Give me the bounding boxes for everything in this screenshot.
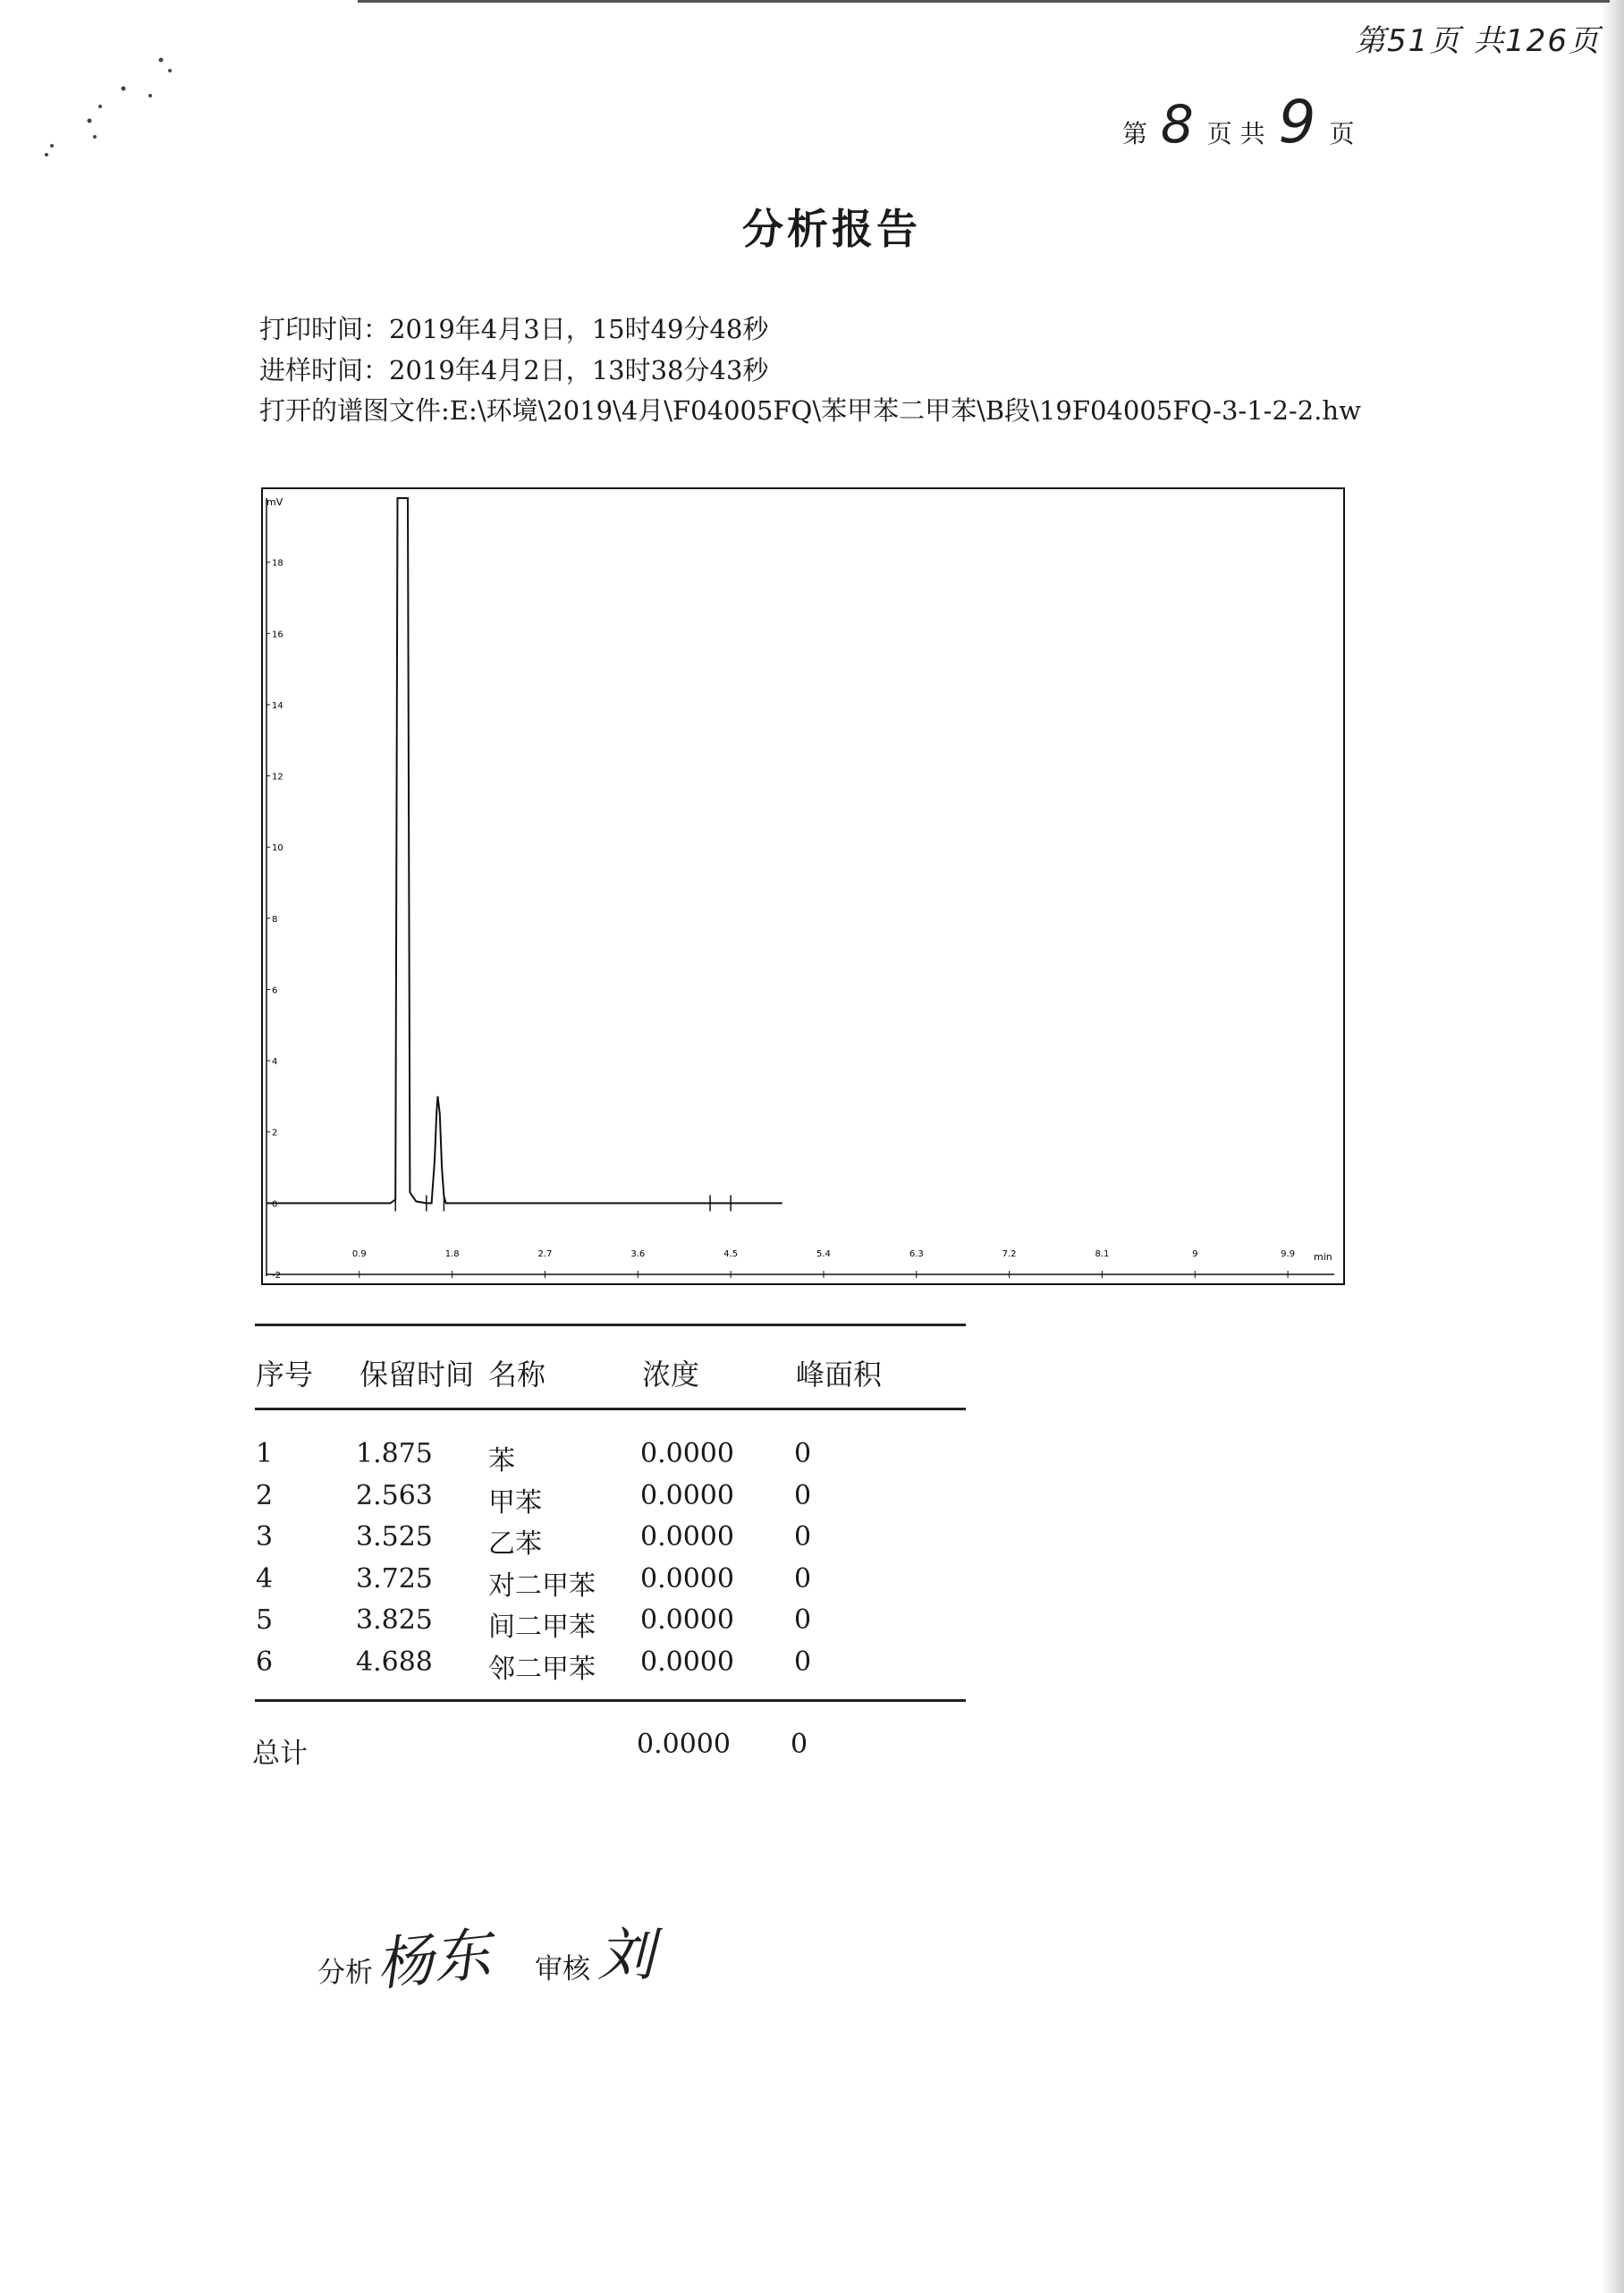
y-tick-label: 18	[272, 558, 283, 569]
reviewer-label: 审核	[535, 1953, 590, 1985]
row-retention-time: 2.563	[356, 1479, 433, 1511]
row-index: 4	[256, 1562, 274, 1595]
row-peak-area: 0	[794, 1604, 812, 1636]
corner-page-mark: 第51页 共126页	[1355, 23, 1601, 59]
page-edge-shadow	[1601, 0, 1624, 2293]
page-current-handwritten: 8	[1160, 94, 1194, 155]
chart-border	[262, 488, 1344, 1284]
row-peak-area: 0	[794, 1562, 812, 1595]
y-tick-label: 2	[272, 1128, 278, 1138]
y-axis-label: mV	[266, 496, 283, 508]
col-header-peak-area: 峰面积	[796, 1358, 883, 1392]
row-concentration: 0.0000	[640, 1521, 734, 1553]
col-header-name: 名称	[488, 1358, 546, 1392]
table-header-rule	[255, 1408, 966, 1410]
y-tick-label: 0	[272, 1199, 278, 1210]
row-concentration: 0.0000	[640, 1562, 734, 1595]
row-retention-time: 3.825	[356, 1604, 433, 1636]
scan-top-edge	[358, 0, 1610, 3]
y-tick-label: 16	[272, 630, 283, 640]
x-tick-label: 7.2	[1002, 1249, 1017, 1259]
reviewer-signature: 刘	[597, 1923, 655, 1989]
row-retention-time: 1.875	[356, 1438, 433, 1469]
y-tick-label: 10	[272, 843, 283, 854]
row-compound-name: 苯	[488, 1445, 515, 1476]
row-retention-time: 3.525	[356, 1521, 433, 1553]
row-compound-name: 间二甲苯	[488, 1612, 596, 1643]
x-tick-label: 9.9	[1281, 1249, 1296, 1259]
row-concentration: 0.0000	[640, 1646, 734, 1678]
x-tick-label: 4.5	[723, 1249, 739, 1259]
analyst-label: 分析	[317, 1957, 373, 1989]
page-mid: 页 共	[1206, 119, 1265, 148]
x-tick-label: 8.1	[1095, 1249, 1110, 1259]
y-ticks	[266, 559, 283, 1281]
row-compound-name: 乙苯	[488, 1528, 542, 1560]
page-prefix: 第	[1122, 119, 1148, 148]
scan-speckles	[36, 49, 179, 165]
total-concentration: 0.0000	[637, 1729, 731, 1760]
x-tick-label: 1.8	[444, 1249, 460, 1259]
row-retention-time: 3.725	[356, 1562, 433, 1595]
row-compound-name: 对二甲苯	[488, 1570, 596, 1602]
col-header-retention-time: 保留时间	[359, 1358, 475, 1392]
row-concentration: 0.0000	[640, 1479, 734, 1511]
row-index: 3	[256, 1521, 274, 1553]
row-index: 1	[256, 1438, 274, 1469]
print-time: 打印时间：2019年4月3日，15时49分48秒	[259, 314, 769, 344]
y-tick-label: 12	[272, 772, 283, 783]
x-tick-label: 9	[1192, 1249, 1198, 1259]
table-bottom-rule	[255, 1699, 966, 1702]
col-header-index: 序号	[256, 1358, 314, 1392]
row-peak-area: 0	[794, 1438, 812, 1469]
chromatogram-trace	[266, 498, 782, 1203]
x-tick-label: 5.4	[816, 1249, 831, 1259]
row-peak-area: 0	[794, 1479, 812, 1511]
x-tick-label: 6.3	[909, 1249, 924, 1259]
inject-time: 进样时间：2019年4月2日，13时38分43秒	[259, 355, 769, 385]
row-compound-name: 甲苯	[488, 1486, 542, 1519]
y-tick-label: 4	[272, 1057, 278, 1068]
x-ticks	[352, 1249, 1295, 1278]
row-index: 2	[256, 1479, 274, 1511]
total-peak-area: 0	[791, 1729, 808, 1760]
row-peak-area: 0	[794, 1521, 812, 1553]
x-tick-label: 2.7	[537, 1249, 553, 1259]
report-title: 分析报告	[742, 205, 921, 253]
y-tick-label: 6	[272, 986, 278, 996]
row-peak-area: 0	[794, 1646, 812, 1678]
row-retention-time: 4.688	[356, 1646, 433, 1678]
chromatogram-chart	[261, 487, 1345, 1285]
y-tick-label: 14	[272, 700, 283, 711]
page-total-handwritten: 9	[1278, 88, 1316, 157]
row-compound-name: 邻二甲苯	[488, 1653, 596, 1685]
row-concentration: 0.0000	[640, 1438, 734, 1469]
x-axis-label: min	[1314, 1251, 1332, 1263]
row-index: 6	[256, 1646, 274, 1678]
y-tick-label: 8	[272, 914, 278, 925]
x-tick-label: 0.9	[351, 1249, 367, 1259]
table-top-rule	[255, 1324, 966, 1326]
row-concentration: 0.0000	[640, 1604, 734, 1636]
page-suffix: 页	[1329, 119, 1355, 148]
col-header-concentration: 浓度	[642, 1358, 700, 1392]
page-number-line	[1122, 88, 1354, 157]
total-label: 总计	[252, 1738, 308, 1770]
spectrum-file-path: 打开的谱图文件:E:\环境\2019\4月\F04005FQ\苯甲苯二甲苯\B段\19F04005FQ-3-1-2-2.hw	[259, 395, 1361, 426]
row-index: 5	[256, 1604, 274, 1636]
analyst-signature: 杨东	[373, 1921, 495, 2000]
y-tick-label: -2	[272, 1271, 281, 1281]
x-tick-label: 3.6	[630, 1249, 646, 1259]
